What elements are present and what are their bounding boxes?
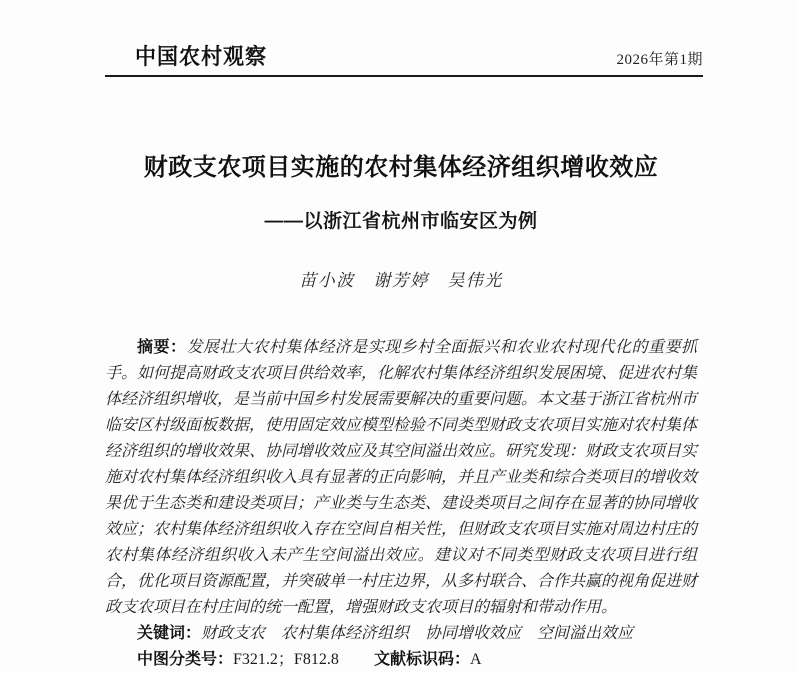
doc-code-label: 文献标识码： <box>374 651 471 668</box>
header-row <box>105 44 703 70</box>
keywords-text: 财政支农 农村集体经济组织 协同增收效应 空间溢出效应 <box>201 625 634 642</box>
classification-line <box>105 647 697 673</box>
clc-label: 中图分类号： <box>137 651 234 668</box>
journal-header <box>105 0 703 77</box>
article-subtitle: ——以浙江省杭州市临安区为例 <box>264 211 538 232</box>
header-rule <box>105 75 703 77</box>
abstract-paragraph <box>105 335 697 621</box>
journal-logo: 中国农村观察 <box>135 44 267 69</box>
abstract-text: 发展壮大农村集体经济是实现乡村全面振兴和农业农村现代化的重要抓手。如何提高财政支农项目供给效率，化解农村集体经济组织发展困境、促进农村集体经济组织增收，是当前中国乡村发展需要解决的重要问题。本文基于浙江省杭州市临安区村级面板数据，使用固定效应模型检验不同类型财政支农项目实施对农村集体经济组织的增收效果、协同增收效应及其空间溢出效应。研究发现：财政支农项目实施对农村集体经济组织收入具有显著的正向影响，并且产业类和综合类项目的增收效果优于生态类和建设类项目；产业类与生态类、建设类项目之间存在显著的协同增收效应；农村集体经济组织收入存在空间自相关性，但财政支农项目实施对周边村庄的农村集体经济组织收入未产生空间溢出效应。建议对不同类型财政支农项目进行组合，优化项目资源配置，并突破单一村庄边界，从多村联合、合作共赢的视角促进财政支农项目在村庄间的统一配置，增强财政支农项目的辐射和带动作用。 <box>105 339 698 616</box>
article-title: 财政支农项目实施的农村集体经济组织增收效应 <box>143 154 659 181</box>
doc-code-value: A <box>470 651 482 668</box>
article-body <box>105 151 697 673</box>
keywords-label: 关键词： <box>137 625 202 642</box>
article-authors: 苗小波 谢芳婷 吴伟光 <box>299 271 503 290</box>
clc-value: F321.2；F812.8 <box>233 651 339 668</box>
abstract-label: 摘要： <box>137 339 187 356</box>
keywords-line <box>105 621 697 647</box>
issue-info: 2026年第1期 <box>616 52 703 68</box>
